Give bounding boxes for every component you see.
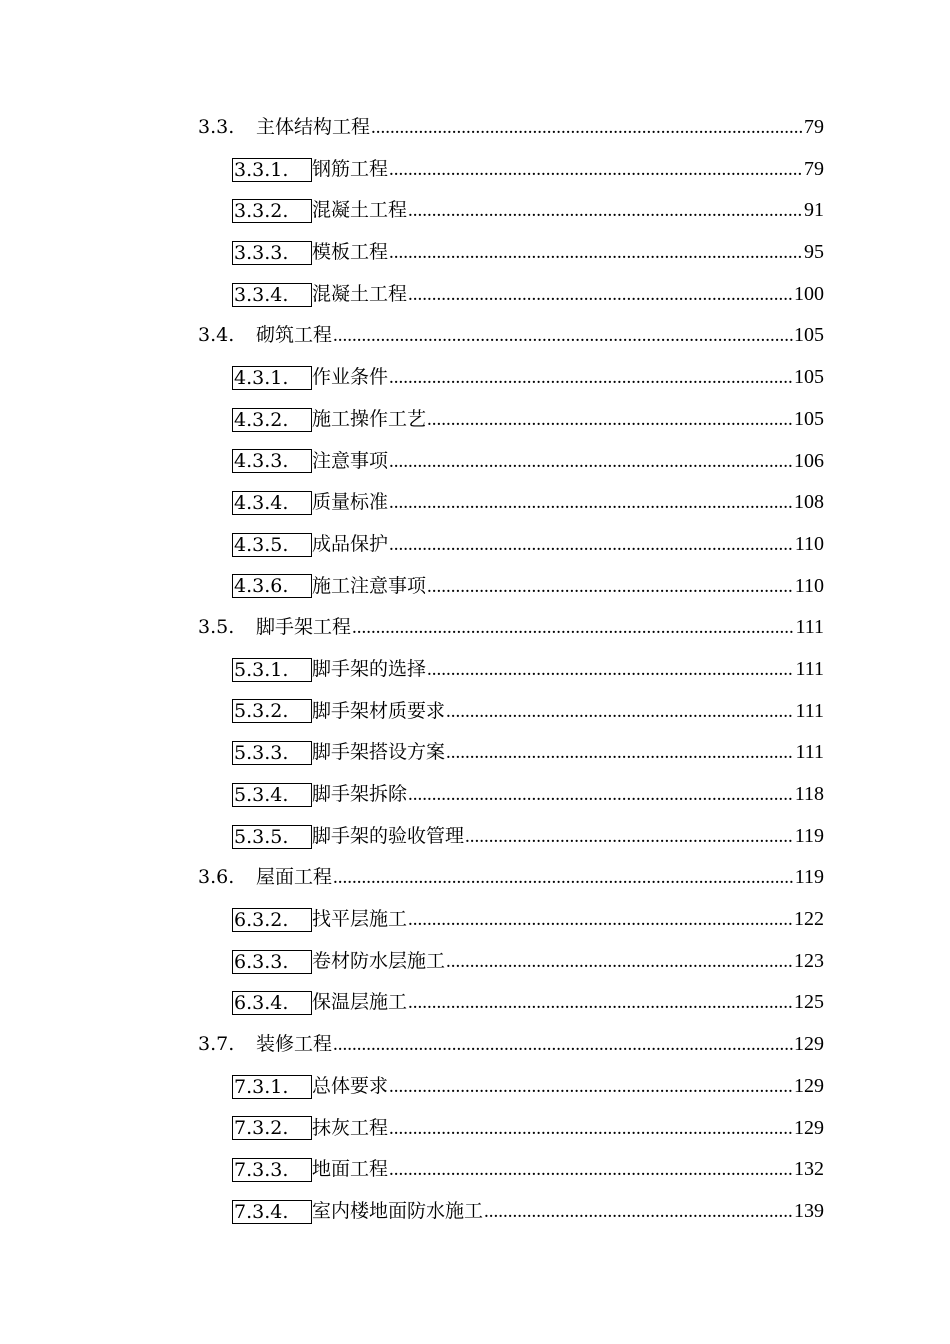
toc-page-number: 79 xyxy=(804,116,824,138)
toc-subsection-number-box: 4.3.4. xyxy=(232,491,312,515)
toc-entry-title: 脚手架的选择 xyxy=(312,657,427,680)
toc-subsection-entry[interactable] xyxy=(0,274,824,316)
toc-entry-title: 作业条件 xyxy=(312,366,389,389)
toc-page-number: 118 xyxy=(794,783,824,805)
toc-page-number: 111 xyxy=(795,657,824,680)
dot-leader xyxy=(446,941,793,983)
toc-entry-title: 室内楼地面防水施工 xyxy=(312,1199,484,1222)
toc-section-entry[interactable] xyxy=(0,1024,824,1066)
toc-subsection-number-box: 7.3.4. xyxy=(232,1200,312,1224)
toc-subsection-number-box: 6.3.2. xyxy=(232,908,312,932)
toc-subsection-number-box: 3.3.3. xyxy=(232,241,312,265)
dot-leader xyxy=(389,1108,793,1150)
toc-entry-title: 总体要求 xyxy=(312,1074,389,1097)
toc-section-number: 3.3. xyxy=(198,116,235,138)
toc-section-entry[interactable] xyxy=(0,315,824,357)
toc-subsection-entry[interactable] xyxy=(0,816,824,858)
dot-leader xyxy=(333,1024,793,1066)
dot-leader xyxy=(389,441,793,483)
toc-subsection-number-box: 3.3.1. xyxy=(232,158,312,182)
toc-section-number: 3.7. xyxy=(198,1033,235,1056)
toc-entry-title: 脚手架的验收管理 xyxy=(312,824,465,847)
toc-entry-title: 成品保护 xyxy=(312,532,389,555)
toc-subsection-number-box: 7.3.3. xyxy=(232,1158,312,1182)
toc-subsection-number-box: 5.3.5. xyxy=(232,825,312,849)
toc-page-number: 111 xyxy=(795,699,824,722)
toc-entry-title: 脚手架拆除 xyxy=(312,783,408,805)
toc-subsection-entry[interactable] xyxy=(0,441,824,483)
toc-page-number: 79 xyxy=(804,157,824,180)
dot-leader xyxy=(389,1149,793,1191)
toc-section-entry[interactable] xyxy=(0,607,824,649)
toc-subsection-number-box: 5.3.1. xyxy=(232,658,312,682)
toc-subsection-entry[interactable] xyxy=(0,524,824,566)
toc-subsection-entry[interactable] xyxy=(0,774,824,816)
toc-subsection-entry[interactable] xyxy=(0,149,824,191)
dot-leader xyxy=(408,899,793,941)
toc-section-entry[interactable] xyxy=(0,107,824,149)
dot-leader xyxy=(427,399,793,441)
toc-subsection-number-box: 5.3.3. xyxy=(232,741,312,765)
toc-subsection-entry[interactable] xyxy=(0,1108,824,1150)
toc-section-entry[interactable] xyxy=(0,857,824,899)
toc-page-number: 119 xyxy=(794,866,824,889)
toc-page-number: 91 xyxy=(804,199,824,222)
toc-entry-title: 地面工程 xyxy=(312,1158,389,1181)
toc-page-number: 111 xyxy=(795,741,824,764)
toc-subsection-entry[interactable] xyxy=(0,190,824,232)
toc-entry-title: 钢筋工程 xyxy=(312,157,389,180)
toc-subsection-entry[interactable] xyxy=(0,1066,824,1108)
toc-page-number: 106 xyxy=(794,449,824,472)
dot-leader xyxy=(408,774,794,816)
toc-subsection-number-box: 7.3.2. xyxy=(232,1116,312,1140)
dot-leader xyxy=(389,149,803,191)
dot-leader xyxy=(333,857,794,899)
toc-entry-title: 质量标准 xyxy=(312,491,389,514)
toc-page-number: 105 xyxy=(794,407,824,430)
toc-subsection-number-box: 7.3.1. xyxy=(232,1075,312,1099)
dot-leader xyxy=(389,482,793,524)
toc-subsection-entry[interactable] xyxy=(0,649,824,691)
dot-leader xyxy=(408,274,793,316)
toc-subsection-number-box: 4.3.5. xyxy=(232,533,312,557)
toc-page-number: 132 xyxy=(794,1158,824,1181)
toc-subsection-entry[interactable] xyxy=(0,1191,824,1233)
toc-subsection-number-box: 5.3.2. xyxy=(232,699,312,723)
toc-page-number: 110 xyxy=(794,574,824,597)
toc-subsection-number-box: 6.3.4. xyxy=(232,991,312,1015)
toc-page-number: 119 xyxy=(794,824,824,847)
toc-page-number: 123 xyxy=(794,949,824,972)
dot-leader xyxy=(389,232,803,274)
toc-entry-title: 抹灰工程 xyxy=(312,1116,389,1139)
toc-subsection-number-box: 5.3.4. xyxy=(232,783,312,807)
table-of-contents xyxy=(0,107,950,1233)
dot-leader xyxy=(333,315,793,357)
toc-subsection-number-box: 4.3.6. xyxy=(232,574,312,598)
toc-page-number: 108 xyxy=(794,491,824,514)
dot-leader xyxy=(352,607,794,649)
toc-entry-title: 施工注意事项 xyxy=(312,574,427,597)
dot-leader xyxy=(446,691,794,733)
toc-entry-title: 施工操作工艺 xyxy=(312,407,427,430)
toc-subsection-entry[interactable] xyxy=(0,732,824,774)
toc-entry-title: 混凝土工程 xyxy=(312,282,408,305)
toc-entry-title: 砌筑工程 xyxy=(256,324,333,347)
toc-page-number: 129 xyxy=(794,1116,824,1139)
toc-entry-title: 保温层施工 xyxy=(312,991,408,1014)
toc-page-number: 100 xyxy=(794,282,824,305)
dot-leader xyxy=(465,816,794,858)
toc-page-number: 125 xyxy=(794,991,824,1014)
toc-subsection-entry[interactable] xyxy=(0,941,824,983)
toc-entry-title: 主体结构工程 xyxy=(256,116,371,138)
toc-section-number: 3.6. xyxy=(198,866,235,889)
toc-page-number: 110 xyxy=(794,532,824,555)
toc-subsection-entry[interactable] xyxy=(0,982,824,1024)
toc-page-number: 122 xyxy=(794,908,824,931)
dot-leader xyxy=(389,524,794,566)
toc-entry-title: 混凝土工程 xyxy=(312,199,408,222)
toc-entry-title: 脚手架搭设方案 xyxy=(312,741,446,764)
dot-leader xyxy=(446,732,794,774)
toc-subsection-entry[interactable] xyxy=(0,566,824,608)
toc-subsection-number-box: 4.3.1. xyxy=(232,366,312,390)
dot-leader xyxy=(389,1066,793,1108)
toc-subsection-entry[interactable] xyxy=(0,399,824,441)
toc-entry-title: 脚手架工程 xyxy=(256,616,352,639)
toc-page-number: 111 xyxy=(795,616,824,639)
toc-entry-title: 找平层施工 xyxy=(312,908,408,931)
toc-section-number: 3.5. xyxy=(198,616,235,639)
toc-subsection-entry[interactable] xyxy=(0,232,824,274)
toc-entry-title: 装修工程 xyxy=(256,1033,333,1056)
toc-page-number: 139 xyxy=(794,1199,824,1222)
toc-section-number: 3.4. xyxy=(198,324,235,347)
dot-leader xyxy=(484,1191,793,1233)
dot-leader xyxy=(427,649,794,691)
toc-subsection-entry[interactable] xyxy=(0,691,824,733)
toc-subsection-number-box: 4.3.2. xyxy=(232,408,312,432)
dot-leader xyxy=(408,982,793,1024)
toc-entry-title: 屋面工程 xyxy=(256,866,333,889)
toc-subsection-entry[interactable] xyxy=(0,482,824,524)
dot-leader xyxy=(371,107,803,149)
toc-entry-title: 卷材防水层施工 xyxy=(312,949,446,972)
dot-leader xyxy=(389,357,793,399)
toc-subsection-entry[interactable] xyxy=(0,357,824,399)
toc-page-number: 95 xyxy=(804,241,824,264)
toc-subsection-number-box: 6.3.3. xyxy=(232,950,312,974)
toc-entry-title: 模板工程 xyxy=(312,241,389,264)
toc-page-number: 105 xyxy=(794,366,824,389)
toc-subsection-number-box: 3.3.4. xyxy=(232,283,312,307)
toc-subsection-number-box: 4.3.3. xyxy=(232,449,312,473)
toc-subsection-number-box: 3.3.2. xyxy=(232,199,312,223)
toc-page-number: 129 xyxy=(794,1074,824,1097)
toc-page-number: 105 xyxy=(794,324,824,347)
toc-subsection-entry[interactable] xyxy=(0,899,824,941)
dot-leader xyxy=(427,566,794,608)
toc-page-number: 129 xyxy=(794,1033,824,1056)
toc-entry-title: 脚手架材质要求 xyxy=(312,699,446,722)
toc-subsection-entry[interactable] xyxy=(0,1149,824,1191)
toc-entry-title: 注意事项 xyxy=(312,449,389,472)
dot-leader xyxy=(408,190,803,232)
